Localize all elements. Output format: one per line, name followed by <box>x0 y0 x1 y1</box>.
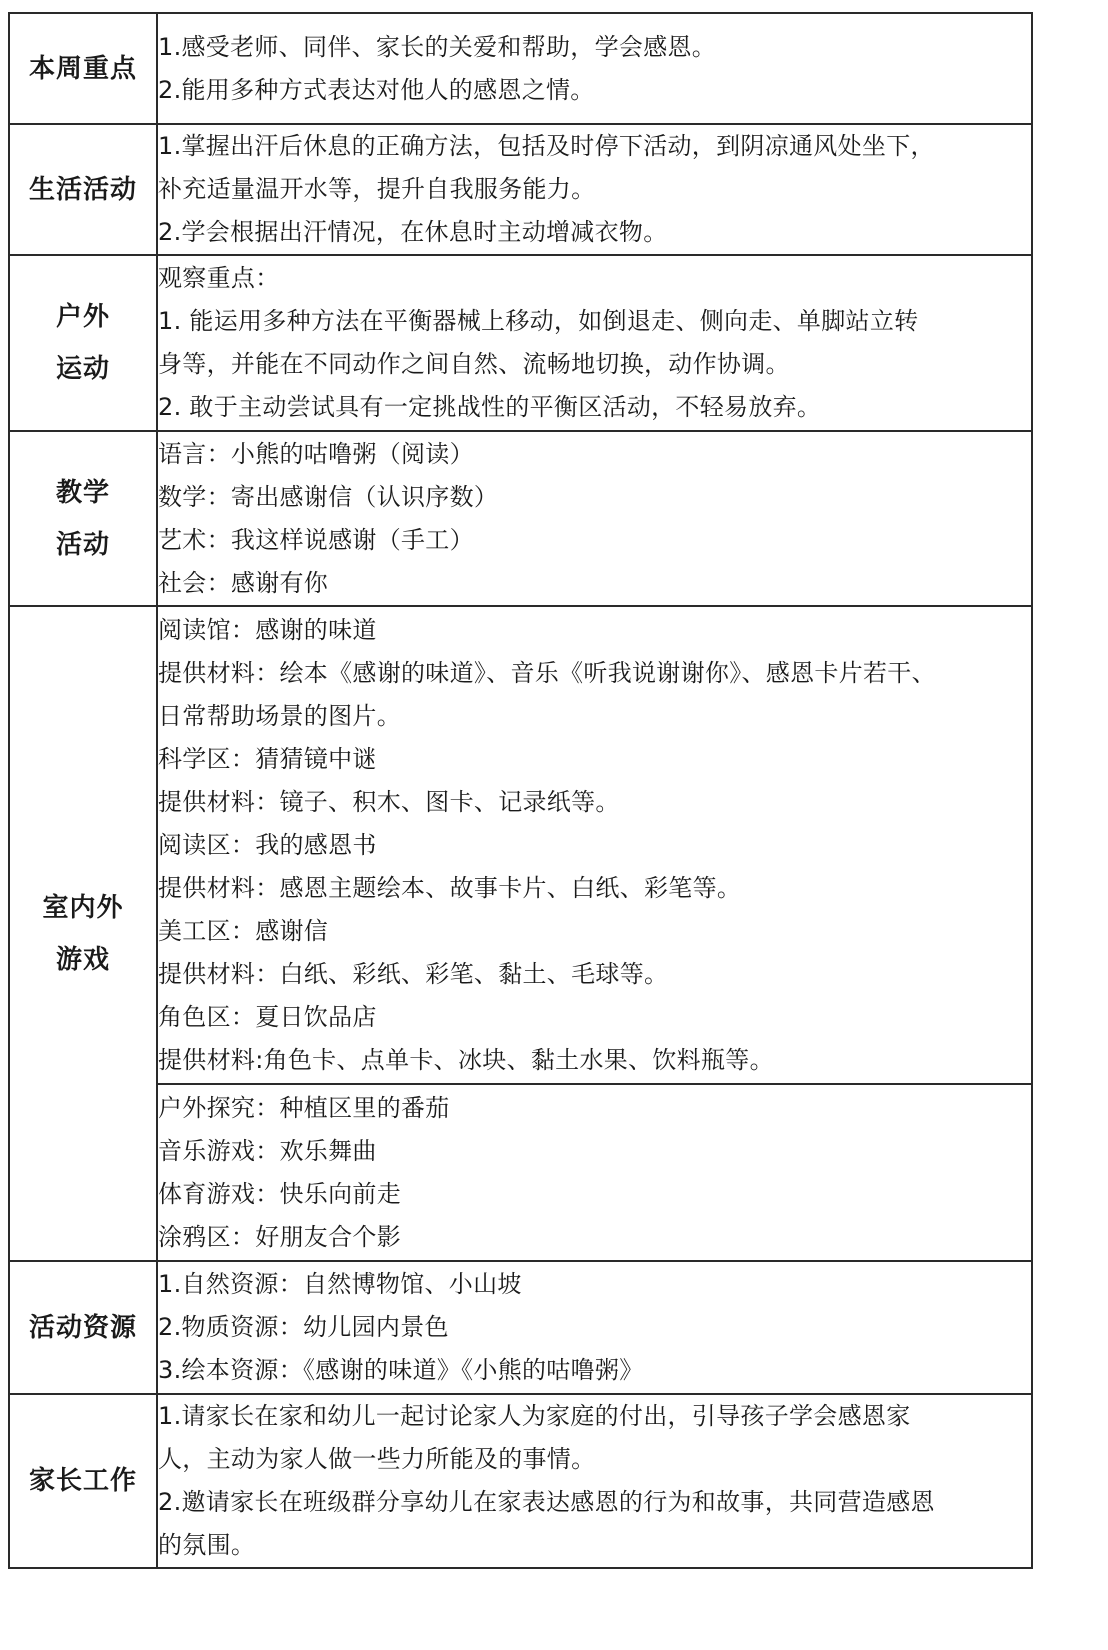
row-header-games <box>9 606 157 1261</box>
row-content-activity-resources <box>157 1261 1032 1394</box>
content-line: 提供材料：白纸、彩纸、彩笔、黏土、毛球等。 <box>158 959 669 988</box>
row-games-outdoor <box>9 1084 1032 1261</box>
content-line: 科学区：猜猜镜中谜 <box>158 744 377 773</box>
content-line: 涂鸦区：好朋友合个影 <box>158 1222 401 1251</box>
row-games-indoor <box>9 606 1032 1084</box>
content-line: 人，主动为家人做一些力所能及的事情。 <box>158 1445 596 1473</box>
row-header-weekly-focus <box>9 13 157 124</box>
content-line: 的氛围。 <box>158 1531 256 1559</box>
row-content-outdoor-sports <box>157 255 1032 431</box>
content-line: 数学：寄出感谢信（认识序数） <box>158 482 499 511</box>
content-line: 观察重点： <box>158 264 280 292</box>
row-teaching-activities <box>9 431 1032 606</box>
header-text: 游戏 <box>55 944 110 975</box>
content-line: 语言：小熊的咕噜粥（阅读） <box>158 439 474 468</box>
content-line: 3.绘本资源：《感谢的味道》《小熊的咕噜粥》 <box>158 1356 644 1384</box>
content-line: 2.邀请家长在班级群分享幼儿在家表达感恩的行为和故事，共同营造感恩 <box>158 1488 935 1516</box>
header-text: 运动 <box>55 354 110 384</box>
header-text: 活动 <box>55 529 110 560</box>
row-content-games-outdoor <box>157 1084 1032 1261</box>
header-text: 生活活动 <box>28 174 137 205</box>
content-line: 2.物质资源：幼儿园内景色 <box>158 1313 449 1341</box>
content-line: 1.自然资源：自然博物馆、小山坡 <box>158 1270 522 1298</box>
content-line: 音乐游戏：欢乐舞曲 <box>158 1136 377 1165</box>
header-text: 室内外 <box>42 892 124 923</box>
row-parent-work <box>9 1394 1032 1568</box>
header-text: 教学 <box>55 477 110 508</box>
content-line: 1.掌握出汗后休息的正确方法，包括及时停下活动，到阴凉通风处坐下， <box>158 132 935 160</box>
content-line: 2.学会根据出汗情况，在休息时主动增减衣物。 <box>158 218 668 246</box>
row-weekly-focus <box>9 13 1032 124</box>
content-line: 阅读区：我的感恩书 <box>158 830 377 859</box>
content-line: 艺术：我这样说感谢（手工） <box>158 525 474 554</box>
row-outdoor-sports <box>9 255 1032 431</box>
row-header-outdoor-sports <box>9 255 157 431</box>
row-header-teaching-activities <box>9 431 157 606</box>
content-line: 2. 敢于主动尝试具有一定挑战性的平衡区活动，不轻易放弃。 <box>158 393 822 421</box>
content-line: 美工区：感谢信 <box>158 916 329 945</box>
content-line: 日常帮助场景的图片。 <box>158 701 401 730</box>
row-activity-resources <box>9 1261 1032 1394</box>
row-header-parent-work <box>9 1394 157 1568</box>
row-life-activities <box>9 124 1032 255</box>
content-line: 提供材料：镜子、积木、图卡、记录纸等。 <box>158 787 620 816</box>
row-content-weekly-focus <box>157 13 1032 124</box>
header-text: 户外 <box>55 302 110 332</box>
content-line: 身等，并能在不同动作之间自然、流畅地切换，动作协调。 <box>158 350 790 378</box>
row-content-life-activities <box>157 124 1032 255</box>
row-content-games-indoor <box>157 606 1032 1084</box>
content-line: 1.感受老师、同伴、家长的关爱和帮助，学会感恩。 <box>158 32 717 61</box>
header-text: 本周重点 <box>28 53 137 84</box>
content-line: 提供材料：绘本《感谢的味道》、音乐《听我说谢谢你》、感恩卡片若干、 <box>158 658 936 687</box>
row-header-life-activities <box>9 124 157 255</box>
content-line: 提供材料:角色卡、点单卡、冰块、黏土水果、饮料瓶等。 <box>158 1045 774 1074</box>
row-header-activity-resources <box>9 1261 157 1394</box>
content-line: 补充适量温开水等，提升自我服务能力。 <box>158 175 596 203</box>
row-content-teaching-activities <box>157 431 1032 606</box>
content-line: 户外探究：种植区里的番茄 <box>158 1093 450 1122</box>
content-line: 角色区：夏日饮品店 <box>158 1002 377 1031</box>
row-content-parent-work <box>157 1394 1032 1568</box>
content-line: 社会：感谢有你 <box>158 568 329 597</box>
content-line: 提供材料：感恩主题绘本、故事卡片、白纸、彩笔等。 <box>158 873 742 902</box>
content-line: 1.请家长在家和幼儿一起讨论家人为家庭的付出，引导孩子学会感恩家 <box>158 1402 911 1430</box>
content-line: 2.能用多种方式表达对他人的感恩之情。 <box>158 75 595 104</box>
content-line: 阅读馆：感谢的味道 <box>158 615 377 644</box>
header-text: 家长工作 <box>28 1466 137 1496</box>
weekly-plan-table <box>8 12 1033 1569</box>
header-text: 活动资源 <box>28 1312 137 1343</box>
content-line: 体育游戏：快乐向前走 <box>158 1179 401 1208</box>
content-line: 1. 能运用多种方法在平衡器械上移动，如倒退走、侧向走、单脚站立转 <box>158 307 919 335</box>
